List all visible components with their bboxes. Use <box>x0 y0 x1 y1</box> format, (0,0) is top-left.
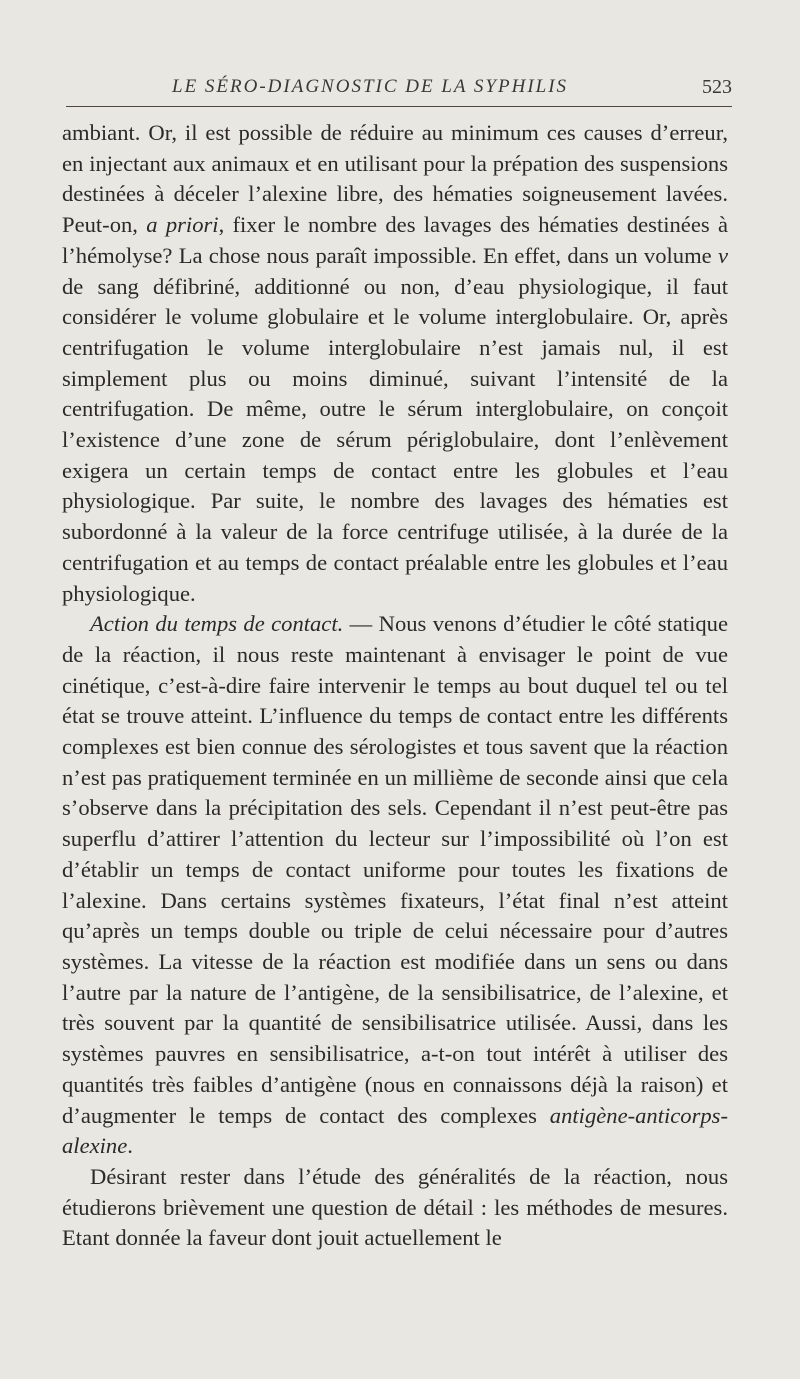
running-title: LE SÉRO-DIAGNOSTIC DE LA SYPHILIS <box>172 76 569 97</box>
italic-v: v <box>717 242 728 268</box>
italic-a-priori: a priori <box>146 212 219 238</box>
paragraph-3: Désirant rester dans l’étude des généralités de la réaction, nous étudierons brièvement une question de détail : les méthodes de mesures. Etant donnée la faveur dont jouit actuellement le <box>62 1163 728 1251</box>
running-header <box>66 76 732 106</box>
paragraph-2: Action du temps de contact. — Nous venons d’étudier le côté statique de la réaction, il nous reste maintenant à envisager le point de vue cinétique, c’est-à-dire faire intervenir le temps au bout duquel tel ou tel état se trouve atteint. L’influence du temps de contact entre les différents complexes est bien connue des sérologistes et tous savent que la réaction n’est pas pratiquement terminée en un millième de seconde ainsi que cela s’observe dans la précipitation des sels. Cependant il n’est peut-être pas superflu d’attirer l’attention du lecteur sur l’impossibilité où l’on est d’établir un temps de contact uniforme pour toutes les fixations de l’alexine. Dans certains systèmes fixateurs, l’état final n’est atteint qu’après un temps double ou triple de celui nécessaire pour d’autres systèmes. La vitesse de la réaction est modifiée dans un sens ou dans l’autre par la nature de l’antigène, de la sensibilisatrice, de l’alexine, et très souvent par la quantité de sensibilisatrice utilisée. Aussi, dans les systèmes pauvres en sensibilisatrice, a-t-on tout intérêt à utiliser des quantités très faibles d’antigène (nous en connaissons déjà la raison) et d’augmenter le temps de contact des complexes antigène-anticorps-alexine. <box>62 611 728 1159</box>
paragraph-1: ambiant. Or, il est possible de réduire au minimum ces causes d’erreur, en injectant aux animaux et en utilisant pour la prépation des suspensions destinées à déceler l’alexine libre, des hématies soigneusement lavées. Peut-on, a priori, fixer le nombre des lavages des hématies destinées à l’hémolyse? La chose nous paraît impossible. En effet, dans un volume v de sang défibriné, additionné ou non, d’eau physiologique, il faut considérer le volume globulaire et le volume interglobulaire. Or, après centrifugation le volume interglobulaire n’est jamais nul, il est simplement plus ou moins diminué, suivant l’intensité de la centrifugation. De même, outre le sérum interglobulaire, on conçoit l’existence d’une zone de sérum périglobulaire, dont l’enlèvement exigera un certain temps de contact entre les globules et l’eau physiologique. Par suite, le nombre des lavages des hématies est subordonné à la valeur de la force centrifuge utilisée, à la durée de la centrifugation et au temps de contact préalable entre les globules et l’eau physiologique. <box>62 120 728 606</box>
header-rule <box>66 106 732 107</box>
body-text <box>62 118 728 1254</box>
italic-complexes: antigène-anticorps-alexine <box>62 1102 728 1159</box>
page-number: 523 <box>702 76 732 98</box>
section-heading-action-du-temps: Action du temps de contact. <box>90 611 344 637</box>
